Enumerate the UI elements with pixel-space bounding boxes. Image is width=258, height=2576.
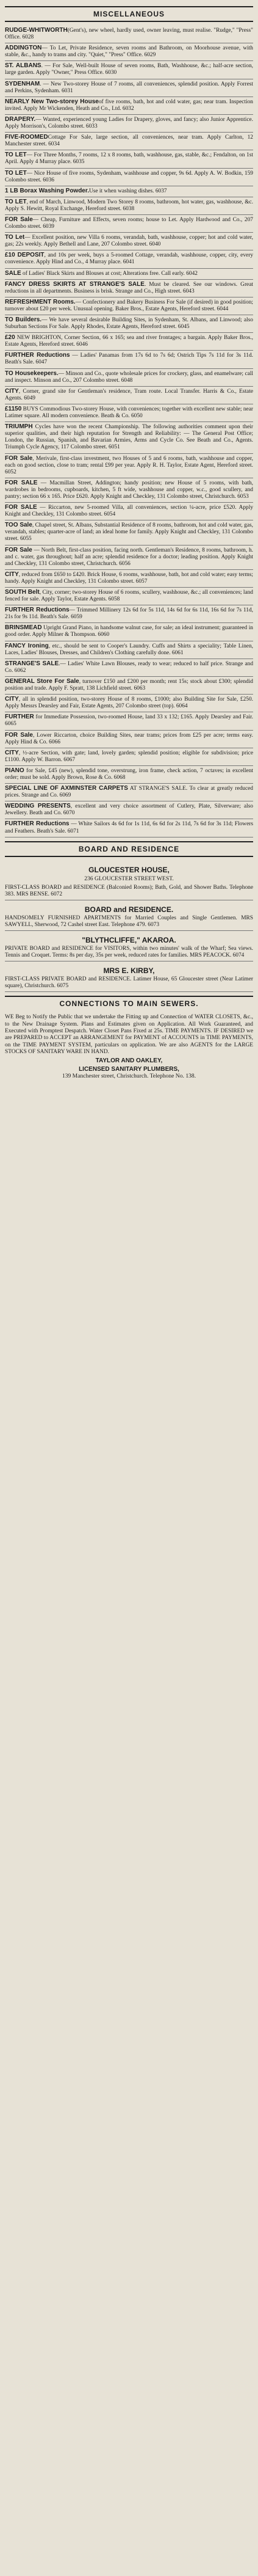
misc-ad-lead: TOO Sale bbox=[5, 522, 32, 529]
misc-ad-text bbox=[5, 480, 253, 500]
misc-ad bbox=[5, 623, 253, 641]
misc-ad-text bbox=[5, 334, 253, 348]
misc-ad bbox=[5, 79, 253, 97]
misc-ad-text bbox=[5, 81, 253, 95]
misc-ad-lead: FURTHER Reductions bbox=[5, 607, 70, 614]
misc-ad bbox=[5, 280, 253, 297]
misc-ad-body: of five rooms, bath, hot and cold water, gas; near tram. Inspection invited. Apply Mr Wickenden, Heath and Co., Ltd. 6032 bbox=[5, 98, 253, 112]
misc-ad bbox=[5, 748, 253, 766]
misc-ad bbox=[5, 269, 253, 280]
misc-ad bbox=[5, 545, 253, 570]
misc-ad-text bbox=[5, 571, 253, 585]
misc-ad-lead: FOR Sale bbox=[5, 454, 33, 462]
misc-ad-lead: £20 bbox=[5, 334, 15, 341]
misc-ad bbox=[5, 588, 253, 605]
misc-ad-body: — To Let, Private Residence, seven rooms and Bathroom, on Moorhouse avenue, with stable, &c., handy to trams and city. "Quiet," "Press" Office. 6029 bbox=[5, 45, 253, 59]
misc-ad-text bbox=[5, 252, 253, 266]
misc-ad bbox=[5, 333, 253, 351]
misc-ad-lead: CITY bbox=[5, 571, 19, 578]
misc-ad-lead: SOUTH Belt bbox=[5, 589, 40, 596]
miscellaneous-ads-list bbox=[5, 26, 253, 837]
misc-ad-body: AT STRANGE'S SALE. To clear at greatly reduced prices. Strange and Co. 6069 bbox=[5, 786, 253, 799]
misc-ad-body: Cottage For Sale, large section, all conveniences, near tram. Apply Carlton, 12 Manchester street. 6034 bbox=[5, 134, 253, 148]
misc-ad-lead: FURTHER Reductions bbox=[5, 352, 70, 359]
misc-ad bbox=[5, 387, 253, 404]
misc-ad-text bbox=[5, 270, 253, 277]
board-ad-title: BOARD and RESIDENCE. bbox=[84, 905, 174, 914]
board-ad-text: FIRST-CLASS BOARD and RESIDENCE (Balconied Rooms); Bath, Gold, and Shower Baths. Telephone 383. MRS BENSE. 6072 bbox=[5, 884, 253, 897]
misc-ad-body: — Trimmed Millinery 12s 6d for 5s 11d, 14s 6d for 6s 11d, 16s 6d for 7s 11d, 21s for 9s 11d. Beath's Sale. 6059 bbox=[5, 607, 253, 621]
misc-ad-lead: SYDENHAM bbox=[5, 80, 40, 87]
misc-ad-body: Use it when washing dishes. 6037 bbox=[89, 188, 167, 194]
misc-ad bbox=[5, 404, 253, 422]
misc-ad bbox=[5, 115, 253, 133]
misc-ad-text bbox=[5, 423, 253, 451]
misc-ad-lead: RUDGE-WHITWORTH bbox=[5, 27, 68, 34]
board-ad-title: GLOUCESTER HOUSE, bbox=[88, 865, 170, 874]
misc-ad-lead: FURTHER bbox=[5, 713, 34, 721]
board-ad-text: PRIVATE BOARD and RESIDENCE for VISITORS, within two minutes' walk of the Wharf; Sea views. Tennis and Croquet. Terms: 8s per day, 35s per week, reduced rates for families. MRS PEACOCK. 6074 bbox=[5, 946, 253, 959]
misc-ad bbox=[5, 26, 253, 43]
misc-ad-text bbox=[5, 522, 253, 542]
misc-ad-text bbox=[5, 370, 253, 384]
misc-ad-body: — Riccarton, new 5-roomed Villa, all conveniences, section ¼-acre, price £520. Apply Knight and Checkley, 131 Colombo street. 6054 bbox=[5, 505, 254, 518]
misc-ad-lead: CITY bbox=[5, 696, 19, 703]
misc-ad-text bbox=[5, 170, 253, 184]
misc-ad-lead: TO Let bbox=[5, 234, 25, 241]
misc-ad-body: — Macmillan Street, Addington; handy position; new House of 5 rooms, with bath, wardrobes in bedrooms, cupboards, kitchen, 5 ft wide, washhouse and copper, w.c., good scullery, and pantry; section 66 x 165. Price £620. Apply Knight and Checkley, 131 Colombo street, Christchurch. 6053 bbox=[5, 480, 254, 500]
misc-ad-body: — Excellent position, new Villa 6 rooms, verandah, bath, washhouse, copper; hot and cold water, gas; 22s weekly. Apply Bethell and Lane, 207 Colombo street. 6040 bbox=[5, 235, 253, 248]
misc-ad-lead: REFRESHMENT Rooms. bbox=[5, 298, 76, 305]
misc-ad-lead: FOR Sale bbox=[5, 216, 33, 223]
misc-ad-body: , etc., should be sent to Cooper's Laundry. Cuffs and Shirts a speciality; Table Linen, Laces, Ladies' Blouses, Dresses, and Children's Clothing carefully done. 6061 bbox=[5, 643, 253, 656]
misc-ad-text bbox=[5, 299, 253, 313]
misc-ad-text bbox=[5, 352, 253, 366]
misc-ad-text bbox=[5, 607, 253, 621]
misc-ad-body: Upright Grand Piano, in handsome walnut case, for sale; an ideal instrument; guaranteed in good order. Apply Milner & Thompson. 6060 bbox=[5, 625, 253, 638]
misc-ad-lead: ST. ALBANS bbox=[5, 62, 41, 70]
misc-ad bbox=[5, 784, 253, 801]
board-ad-title: MRS E. KIRBY, bbox=[103, 966, 155, 976]
misc-ad bbox=[5, 641, 253, 659]
misc-ad-body: BUYS Commodious Two-storey House, with conveniences; together with excellent new stable; near Latimer square. All modern convenience. Beath & Co. 6050 bbox=[5, 406, 253, 420]
misc-ad-lead: DRAPERY. bbox=[5, 115, 36, 123]
board-heading bbox=[5, 841, 253, 857]
misc-ad-body: , ½-acre Section, with gate; land, lovely garden; splendid position; eligible for subdivision; price £1100. Apply W. Barron. 6067 bbox=[5, 750, 253, 763]
misc-ad-text bbox=[5, 406, 253, 420]
misc-ad bbox=[5, 422, 253, 453]
misc-ad bbox=[5, 215, 253, 233]
misc-ad bbox=[5, 197, 253, 215]
misc-ad-lead: CITY bbox=[5, 749, 19, 756]
misc-ad-text bbox=[5, 45, 253, 59]
board-ad bbox=[5, 931, 253, 961]
miscellaneous-heading bbox=[5, 6, 253, 22]
misc-ad-body: , all in splendid position, two-storey House of 8 rooms, £1000; also Building Site for Sale, £250. Apply Messrs Dearsley and Fair, Estate Agents, 207 Colombo street (top). 6064 bbox=[5, 696, 253, 710]
misc-ad bbox=[5, 315, 253, 333]
misc-ad-body: — White Sailors 4s 6d for 1s 11d, 6s 6d for 2s 11d, 7s 6d for 3s 11d; Flowers and Feathers. Beath's Sale. 6071 bbox=[5, 821, 254, 834]
heading-rule-top bbox=[5, 6, 253, 7]
misc-ad bbox=[5, 520, 253, 545]
misc-ad-body: NEW BRIGHTON, Corner Section, 66 x 165; sea and river frontages; a bargain. Apply Baker Bros., Estate Agents, Hereford street. 6046 bbox=[5, 335, 253, 348]
misc-ad-lead: PIANO bbox=[5, 767, 24, 774]
misc-ad bbox=[5, 233, 253, 250]
misc-ad-lead: WEDDING PRESENTS bbox=[5, 803, 71, 810]
connections-firm: TAYLOR AND OAKLEY, bbox=[95, 1057, 163, 1065]
misc-ad bbox=[5, 297, 253, 315]
misc-ad-body: , excellent and very choice assortment of Cutlery, Plate, Silverware; also Jewellery. Beath and Co. 6070 bbox=[5, 803, 253, 817]
misc-ad-body: — Minson and Co., quote wholesale prices for crockery, glass, and enamelware; call and inspect. Minson and Co., 207 Colombo street. 6048 bbox=[5, 370, 253, 384]
misc-ad-text bbox=[5, 116, 253, 130]
misc-ad-lead: SALE bbox=[5, 269, 21, 277]
misc-ad-body: , Corner, grand site for Gentleman's residence, Tram route. Local Transfer. Harris & Co., Estate Agents. 6049 bbox=[5, 388, 253, 401]
misc-ad bbox=[5, 133, 253, 150]
misc-ad-body: , and 10s per week, buys a 5-roomed Cottage, verandah, washhouse, copper, city, every convenience. Apply Hind and Co., 4 Murray place. 6041 bbox=[5, 252, 254, 266]
misc-ad-lead: STRANGE'S SALE bbox=[5, 660, 59, 667]
misc-ad-text bbox=[5, 151, 253, 166]
misc-ad-body: , turnover £150 and £200 per month; rent 15s; stock about £300; splendid position and trade. Apply F. Spratt, 138 Lichfield street. 6063 bbox=[5, 678, 253, 692]
misc-ad-lead: TO LET bbox=[5, 151, 27, 159]
misc-ad-lead: TO LET bbox=[5, 169, 27, 177]
misc-ad bbox=[5, 43, 253, 61]
misc-ad-text bbox=[5, 27, 253, 41]
connections-heading bbox=[5, 996, 253, 1008]
misc-ad-body: — Wanted, experienced young Ladies for Drapery, gloves, and fancy; also Junior Apprentice. Apply Morrison's, Colombo street. 6033 bbox=[5, 116, 253, 130]
misc-ad bbox=[5, 677, 253, 695]
connections-ad bbox=[5, 1012, 253, 1083]
misc-ad-lead: CITY bbox=[5, 387, 19, 395]
misc-ad-text bbox=[5, 62, 253, 76]
misc-ad bbox=[5, 819, 253, 837]
misc-ad-lead: TRIUMPH bbox=[5, 423, 33, 431]
misc-ad-text bbox=[5, 624, 253, 638]
misc-ad-text bbox=[5, 234, 253, 248]
misc-ad bbox=[5, 150, 253, 168]
misc-ad-lead: FANCY Ironing bbox=[5, 642, 49, 649]
misc-ad bbox=[5, 659, 253, 677]
misc-ad-text bbox=[5, 785, 253, 799]
board-ad bbox=[5, 961, 253, 992]
misc-ad bbox=[5, 351, 253, 368]
misc-ad-body: of Ladies' Black Skirts and Blouses at cost; Alterations free. Call early. 6042 bbox=[21, 270, 198, 277]
misc-ad-lead: 1 LB Borax Washing Powder. bbox=[5, 187, 89, 194]
misc-ad-body: Cycles have won the recent Championship. The following authorities comment upon their superior qualities, and their high reputation for Strength and Reliability: — The General Post Office; London, the Russian, Spanish, and Bavarian Armies, Arms and Cycle Co. See Beath and Co., Agents. Triumph Cycle Agency, 117 Colombo street. 6051 bbox=[5, 424, 253, 451]
misc-ad-text bbox=[5, 732, 253, 746]
misc-ad bbox=[5, 731, 253, 748]
misc-ad-text bbox=[5, 199, 253, 213]
miscellaneous-title: MISCELLANEOUS bbox=[93, 10, 165, 18]
misc-ad-body: for Immediate Possession, two-roomed House, land 33 x 132; £165. Apply Dearsley and Fair. 6065 bbox=[5, 714, 253, 728]
misc-ad-text bbox=[5, 504, 253, 518]
misc-ad-body: — North Belt, first-class position, facing north. Gentleman's Residence, 8 rooms, bathroom, h. and c. water, gas throughout; half an acre; splendid residence for a doctor; leading position. Apply Knight and Checkley, 131 Colombo street, Christchurch. 6056 bbox=[5, 547, 253, 567]
misc-ad-body: — Cheap, Furniture and Effects, seven rooms; house to Let. Apply Hardwood and Co., 207 Colombo street. 6039 bbox=[5, 216, 253, 230]
board-ad-text: FIRST-CLASS PRIVATE BOARD and RESIDENCE. Latimer House, 65 Gloucester street (Near Latimer square), Christchurch. 6075 bbox=[5, 976, 253, 990]
misc-ad-lead: FOR Sale bbox=[5, 731, 33, 739]
misc-ad-body: — Confectionery and Bakery Business For Sale (if desired) in good position; turnover about £20 per week. Unusual opening. Baker Bros., Estate Agents, Hereford street. 6044 bbox=[5, 299, 254, 312]
misc-ad-lead: NEARLY New Two-storey House bbox=[5, 98, 99, 105]
misc-ad bbox=[5, 570, 253, 588]
misc-ad-text bbox=[5, 281, 253, 295]
misc-ad-lead: FOR SALE bbox=[5, 504, 37, 511]
misc-ad-body: . — New Two-storey House of 7 rooms, all conveniences, splendid position. Apply Forrest and Perkins, Sydenham. 6031 bbox=[5, 81, 253, 94]
heading-rule-bottom bbox=[5, 21, 253, 22]
misc-ad-text bbox=[5, 188, 253, 195]
misc-ad-body: — We have several desirable Building Sites, in Sydenham, St. Albans, and Linwood; also Suburban Sections For Sale. Apply Rhodes, Estate Agents, Hereford street. 6045 bbox=[5, 317, 253, 330]
misc-ad-lead: FURTHER Reductions bbox=[5, 820, 70, 828]
misc-ad-text bbox=[5, 803, 253, 817]
connections-rule-top bbox=[5, 996, 253, 997]
misc-ad bbox=[5, 186, 253, 197]
misc-ad bbox=[5, 605, 253, 623]
misc-ad-text bbox=[5, 696, 253, 710]
misc-ad-lead: TO Housekeepers. bbox=[5, 370, 59, 377]
misc-ad bbox=[5, 478, 253, 503]
board-rule-bottom bbox=[5, 856, 253, 857]
misc-ad-text bbox=[5, 547, 253, 567]
misc-ad-body: — Nice House of five rooms, Sydenham, washhouse and copper, 9s 6d. Apply A. W. Bodkin, 159 Colombo street. 6036 bbox=[5, 170, 253, 183]
misc-ad-text bbox=[5, 216, 253, 230]
misc-ad bbox=[5, 712, 253, 730]
misc-ad-body: , City, corner; two-storey House of 6 rooms, scullery, washhouse, &c.; all conveniences; land fenced for sale. Apply Taylor, Estate Agents. 6058 bbox=[5, 589, 253, 603]
misc-ad-body: .— Ladies' White Lawn Blouses, ready to wear; reduced to half price. Strange and Co. 6062 bbox=[5, 660, 254, 674]
misc-ad-text bbox=[5, 589, 253, 603]
misc-ad-text bbox=[5, 643, 253, 657]
misc-ad-body: (Gent's), new wheel, hardly used, owner leaving, must realise. "Rudge," "Press" Office. 6028 bbox=[5, 27, 253, 41]
connections-address: 139 Manchester street, Christchurch. Telephone No. 138. bbox=[62, 1073, 196, 1080]
misc-ad bbox=[5, 454, 253, 478]
board-ads-list bbox=[5, 861, 253, 993]
misc-ad-text bbox=[5, 713, 253, 728]
misc-ad-lead: FANCY DRESS SKIRTS AT STRANGE'S SALE bbox=[5, 280, 145, 288]
misc-ad-text bbox=[5, 98, 253, 112]
misc-ad bbox=[5, 801, 253, 819]
misc-ad bbox=[5, 695, 253, 712]
misc-ad-lead: GENERAL Store For Sale bbox=[5, 677, 79, 685]
misc-ad-text bbox=[5, 660, 253, 674]
board-ad-text: HANDSOMELY FURNISHED APARTMENTS for Married Couples and Single Gentlemen. MRS SAWYELL, Sherwood, 72 Cashel street East. Telephone 479. 6073 bbox=[5, 914, 253, 928]
misc-ad-body: for Sale, £45 (new), splendid tone, overstrung, iron frame, check action, 7 octaves; in excellent order; must be sold. Apply Brown, Rose & Co. 6068 bbox=[5, 767, 253, 781]
board-ad bbox=[5, 861, 253, 900]
misc-ad-text bbox=[5, 750, 253, 764]
misc-ad bbox=[5, 61, 253, 79]
misc-ad-body: , Merivale, first-class investment, two Houses of 5 and 6 rooms, bath, washhouse and copper, each on good section, close to tram; rental £99 per year. Apply R. H. Taylor, Estate Agent, Hereford street. 6052 bbox=[5, 455, 253, 475]
misc-ad-lead: FOR SALE bbox=[5, 479, 38, 486]
misc-ad-body: , reduced from £650 to £420. Brick House, 6 rooms, washhouse, bath, hot and cold water; easy terms; handy. Apply Knight and Checkley, 131 Colombo street. 6057 bbox=[5, 571, 253, 585]
misc-ad-body: — Ladies' Panamas from 17s 6d to 7s 6d; Ostrich Tips 7s 11d for 3s 11d. Beath's Sale. 6047 bbox=[5, 352, 254, 366]
misc-ad-body: , Lower Riccarton, choice Building Sites, near trams; prices from £25 per acre; terms easy. Apply Hind & Co. 6066 bbox=[5, 732, 253, 745]
misc-ad-text bbox=[5, 455, 253, 476]
misc-ad-body: , end of March, Linwood, Modern Two Storey 8 rooms, bathroom, hot water, gas, washhouse, &c. Apply S. Hewitt, Royal Exchange, Hereford street. 6038 bbox=[5, 199, 254, 212]
connections-title: CONNECTIONS TO MAIN SEWERS. bbox=[59, 999, 199, 1009]
misc-ad-lead: FOR Sale bbox=[5, 546, 32, 553]
connections-firm-sub: LICENSED SANITARY PLUMBERS, bbox=[79, 1066, 179, 1073]
misc-ad-lead: BRINSMEAD bbox=[5, 624, 42, 632]
misc-ad-text bbox=[5, 316, 253, 330]
misc-ad-lead: £1150 bbox=[5, 405, 22, 412]
misc-ad bbox=[5, 169, 253, 186]
board-ad bbox=[5, 900, 253, 931]
misc-ad bbox=[5, 503, 253, 520]
misc-ad-body: , Chapel street, St. Albans, Substantial Residence of 8 rooms, bathroom, hot and cold water, gas, verandah, stables; quarter-acre of land; an ideal home for family. Apply Knight and Checkley, 131 Colombo street. 6055 bbox=[5, 522, 253, 542]
misc-ad-lead: £10 DEPOSIT bbox=[5, 252, 45, 259]
board-ad-subtitle: 236 GLOUCESTER STREET WEST. bbox=[84, 875, 174, 882]
misc-ad-text bbox=[5, 388, 253, 402]
misc-ad-text bbox=[5, 678, 253, 692]
misc-ad-lead: ADDINGTON bbox=[5, 45, 42, 52]
connections-body: WE Beg to Notify the Public that we undertake the Fitting up and Connection of WATER CLOSETS, &c., to the New Drainage System. Plans and Estimates given on Application. All Work Guaranteed, and Executed with Promptest Despatch. Water Closet Pans Fixed at 25s. TIME PAYMENTS. IF DESIRED we are PREPARED to ACCEPT an ARRANGEMENT for PAYMENT of ACCOUNTS in TIME PAYMENTS, on the TIME PAYMENT SYSTEM, particulars on application. We are also AGENTS for the LARGE STOCKS OF SANITARY WARE IN HAND. bbox=[5, 1014, 253, 1055]
board-ad-title: "BLYTHCLIFFE," AKAROA. bbox=[82, 936, 176, 944]
misc-ad-lead: SPECIAL LINE OF AXMINSTER CARPETS bbox=[5, 785, 128, 792]
misc-ad bbox=[5, 766, 253, 784]
board-rule-top bbox=[5, 841, 253, 842]
misc-ad-lead: FIVE-ROOMED bbox=[5, 134, 48, 141]
misc-ad bbox=[5, 250, 253, 268]
misc-ad-lead: TO LET bbox=[5, 198, 27, 205]
misc-ad-text bbox=[5, 134, 253, 148]
misc-ad bbox=[5, 97, 253, 115]
board-title: BOARD AND RESIDENCE bbox=[78, 844, 180, 853]
misc-ad bbox=[5, 369, 253, 387]
misc-ad-body: . — For Sale, Well-built House of seven rooms, Bath, Washhouse, &c.; half-acre section, large garden. Apply "Owner," Press Office. 6030 bbox=[5, 63, 253, 76]
misc-ad-lead: TO Builders. bbox=[5, 316, 42, 323]
misc-ad-body: — For Three Months, 7 rooms, 12 x 8 rooms, bath, washhouse, gas, stable, &c.; Fendalton, on 1st April. Apply 4 Murray place. 6035 bbox=[5, 152, 253, 166]
misc-ad-text bbox=[5, 820, 253, 834]
misc-ad-body: . Must be cleared. See our windows. Great reductions in all departments. Business is brisk. Strange and Co., High street. 6043 bbox=[5, 281, 253, 294]
misc-ad-text bbox=[5, 767, 253, 781]
newspaper-page bbox=[5, 0, 253, 1083]
